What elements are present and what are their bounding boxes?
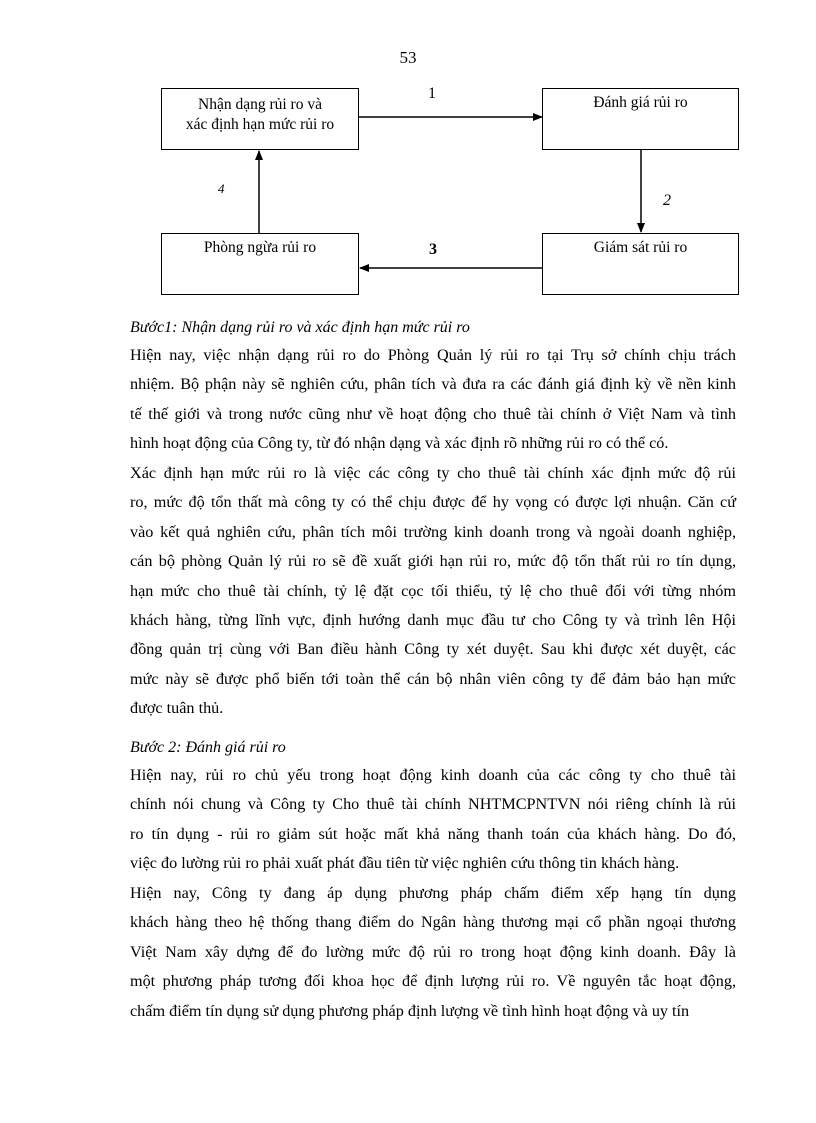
paragraph-line: nhiệm. Bộ phận này sẽ nghiên cứu, phân tích và đưa ra các đánh giá định kỳ về nền kinh: [130, 375, 736, 394]
paragraph-line: Hiện nay, rủi ro chủ yếu trong hoạt động kinh doanh của các công ty cho thuê tài: [130, 766, 736, 784]
paragraph-line: khách hàng theo hệ thống thang điểm do Ngân hàng thương mại cổ phần ngoại thương: [130, 913, 736, 932]
box-monitor-risk: [542, 233, 739, 295]
step1-paragraph-1: [130, 341, 736, 459]
page-number: 53: [399, 48, 417, 67]
paragraph-line: Hiện nay, Công ty đang áp dụng phương pháp chấm điểm xếp hạng tín dụng: [130, 884, 736, 902]
box-assess-label: Đánh giá rủi ro: [593, 94, 688, 111]
step1-heading: Bước1: Nhận dạng rủi ro và xác định hạn mức rủi ro: [130, 319, 470, 336]
paragraph-line: cán bộ phòng Quản lý rủi ro sẽ đề xuất giới hạn rủi ro, mức độ tổn thất rủi ro tín dụng,: [130, 552, 736, 571]
paragraph-line: Việt Nam xây dựng để đo lường mức độ rủi ro trong hoạt động kinh doanh. Đây là: [130, 942, 736, 961]
box-assess-risk: [542, 88, 739, 150]
paragraph-line: việc đo lường rủi ro phải xuất phát đầu tiên từ việc nghiên cứu thông tin khách hàng.: [130, 854, 680, 873]
paragraph-line: hạn mức cho thuê tài chính, tỷ lệ đặt cọc tối thiểu, tỷ lệ cho thuê đối với từng nhóm: [130, 581, 736, 600]
paragraph-line: ro tín dụng - rủi ro giảm sút hoặc mất khả năng thanh toán của khách hàng. Do đó,: [130, 824, 736, 843]
paragraph-line: đồng quản trị cùng với Ban điều hành Công ty xét duyệt. Sau khi được xét duyệt, các: [130, 640, 736, 659]
paragraph-line: khách hàng, từng lĩnh vực, định hướng danh mục đầu tư cho Công ty và trình lên Hội: [130, 611, 736, 630]
arrow-label-1: 1: [428, 85, 436, 102]
paragraph-line: ro, mức độ tổn thất mà công ty có thể chịu được để hy vọng có được lợi nhuận. Căn cứ: [130, 493, 736, 512]
step1-paragraph-2: [130, 459, 736, 724]
paragraph-line: Hiện nay, việc nhận dạng rủi ro do Phòng Quản lý rủi ro tại Trụ sở chính chịu trách: [130, 346, 736, 364]
paragraph-line: được tuân thủ.: [130, 699, 224, 718]
paragraph-line: chính nói chung và Công ty Cho thuê tài chính NHTMCPNTVN nói riêng chính là rủi: [130, 795, 736, 814]
paragraph-line: một phương pháp tương đối khoa học để định lượng rủi ro. Về nguyên tắc hoạt động,: [130, 972, 736, 991]
box-prevent-label: Phòng ngừa rủi ro: [203, 239, 317, 256]
step2-heading: Bước 2: Đánh giá rủi ro: [130, 739, 286, 756]
paragraph-line: vào kết quả nghiên cứu, phân tích môi trường kinh doanh trong và ngoài doanh nghiệp,: [130, 522, 736, 541]
paragraph-line: mức này sẽ được phổ biến tới toàn thể cán bộ nhân viên công ty để đảm bảo hạn mức: [130, 669, 736, 688]
paragraph-line: tế thế giới và trong nước cũng như về hoạt động cho thuê tài chính ở Việt Nam và tình: [130, 404, 736, 423]
step2-paragraph-1: [130, 761, 736, 879]
arrow-label-2: 2: [663, 192, 671, 209]
paragraph-line: Xác định hạn mức rủi ro là việc các công ty cho thuê tài chính xác định mức độ rủi: [130, 464, 736, 482]
arrow-label-4: 4: [218, 181, 225, 196]
step2-paragraph-2: [130, 879, 736, 1026]
paragraph-line: hình hoạt động của Công ty, từ đó nhận dạng và xác định rõ những rủi ro có thể có.: [130, 434, 669, 453]
box-identify-line2: xác định hạn mức rủi ro: [185, 116, 335, 133]
box-identify-risk: [161, 88, 359, 150]
paragraph-line: chấm điểm tín dụng sử dụng phương pháp định lượng về tình hình hoạt động và uy tín: [130, 1001, 690, 1020]
box-identify-line1: Nhận dạng rủi ro và: [198, 96, 322, 113]
arrow-label-3: 3: [429, 241, 437, 258]
box-monitor-label: Giám sát rủi ro: [593, 239, 688, 256]
box-prevent-risk: [161, 233, 359, 295]
